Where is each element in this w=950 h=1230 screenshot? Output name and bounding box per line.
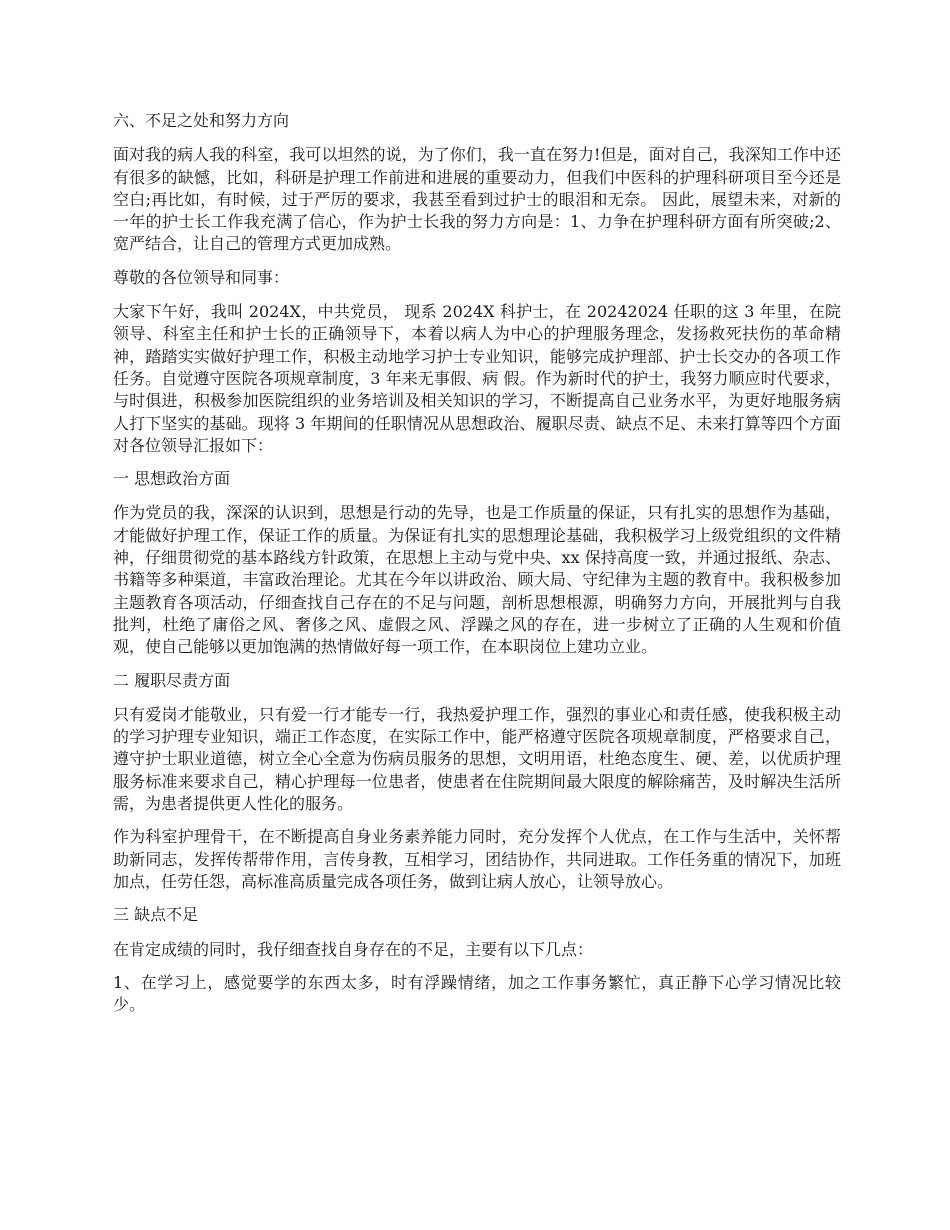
salutation: 尊敬的各位领导和同事： bbox=[113, 267, 290, 287]
paragraph-duties-2: 作为科室护理骨干，在不断提高自身业务素养能力同时，充分发挥个人优点，在工作与生活中，关怀帮助新同志，发挥传帮带作用，言传身教，互相学习，团结协作，共同进取。工作任务重的情况下，加班加点，任劳任怨，高标准高质量完成各项任务，做到让病人放心，让领导放心。 bbox=[113, 827, 841, 891]
section-heading-weaknesses: 三 缺点不足 bbox=[113, 905, 199, 925]
paragraph-weakness-item-1: 1、在学习上，感觉要学的东西太多，时有浮躁情绪，加之工作事务繁忙，真正静下心学习情况比较少。 bbox=[113, 972, 841, 1015]
document-page bbox=[113, 110, 841, 1027]
paragraph-political-thought: 作为党员的我，深深的认识到，思想是行动的先导，也是工作质量的保证，只有扎实的思想作为基础，才能做好护理工作，保证工作的质量。为保证有扎实的思想理论基础，我积极学习上级党组织的文件精神，仔细贯彻党的基本路线方针政策，在思想上主动与党中央、xx 保持高度一致，并通过报纸、杂志、书籍等多种渠道，丰富政治理论。尤其在今年以讲政治、顾大局、守纪律为主题的教育中。我积极参加主题教育各项活动，仔细查找自己存在的不足与问题，剖析思想根源，明确努力方向，开展批判与自我批判，杜绝了庸俗之风、奢侈之风、虚假之风、浮躁之风的存在，进一步树立了正确的人生观和价值观，使自己能够以更加饱满的热情做好每一项工作，在本职岗位上建功立业。 bbox=[113, 503, 841, 657]
paragraph-duties-1: 只有爱岗才能敬业，只有爱一行才能专一行，我热爱护理工作，强烈的事业心和责任感，使我积极主动的学习护理专业知识，端正工作态度，在实际工作中，能严格遵守医院各项规章制度，严格要求自己，遵守护士职业道德，树立全心全意为伤病员服务的思想，文明用语，杜绝态度生、硬、差，以优质护理服务标准来要求自己，精心护理每一位患者，使患者在住院期间最大限度的解除痛苦，及时解决生活所需，为患者提供更人性化的服务。 bbox=[113, 704, 841, 814]
section-heading-political-thought: 一 思想政治方面 bbox=[113, 469, 231, 489]
section-heading-shortcomings-and-direction: 六、不足之处和努力方向 bbox=[113, 111, 290, 130]
section-heading-duties: 二 履职尽责方面 bbox=[113, 670, 231, 690]
paragraph-introduction: 大家下午好，我叫 2024X，中共党员， 现系 2024X 科护士，在 20242024 任职的这 3 年里，在院领导、科室主任和护士长的正确领导下，本着以病人为中心的护理服务理念，发扬救死扶伤的革命精神，踏踏实实做好护理工作，积极主动地学习护士专业知识，能够完成护理部、护士长交办的各项工作任务。自觉遵守医院各项规章制度，3 年来无事假、病 假。作为新时代的护士，我努力顺应时代要求，与时俱进，积极参加医院组织的业务培训及相关知识的学习，不断提高自己业务水平，为更好地服务病人打下坚实的基础。现将 3 年期间的任职情况从思想政治、履职尽责、缺点不足、未来打算等四个方面对各位领导汇报如下： bbox=[113, 302, 841, 455]
paragraph-weaknesses-intro: 在肯定成绩的同时，我仔细查找自身存在的不足，主要有以下几点： bbox=[113, 939, 594, 959]
paragraph-shortcomings-body: 面对我的病人我的科室，我可以坦然的说，为了你们，我一直在努力!但是，面对自己，我深知工作中还有很多的缺憾，比如，科研是护理工作前进和进展的重要动力，但我们中医科的护理科研项目至今还是空白;再比如，有时候，过于严厉的要求，我甚至看到过护士的眼泪和无奈。 因此，展望未来，对新的一年的护士长工作我充满了信心，作为护士长我的努力方向是：1、力争在护理科研方面有所突破;2、宽严结合，让自己的管理方式更加成熟。 bbox=[113, 145, 841, 254]
